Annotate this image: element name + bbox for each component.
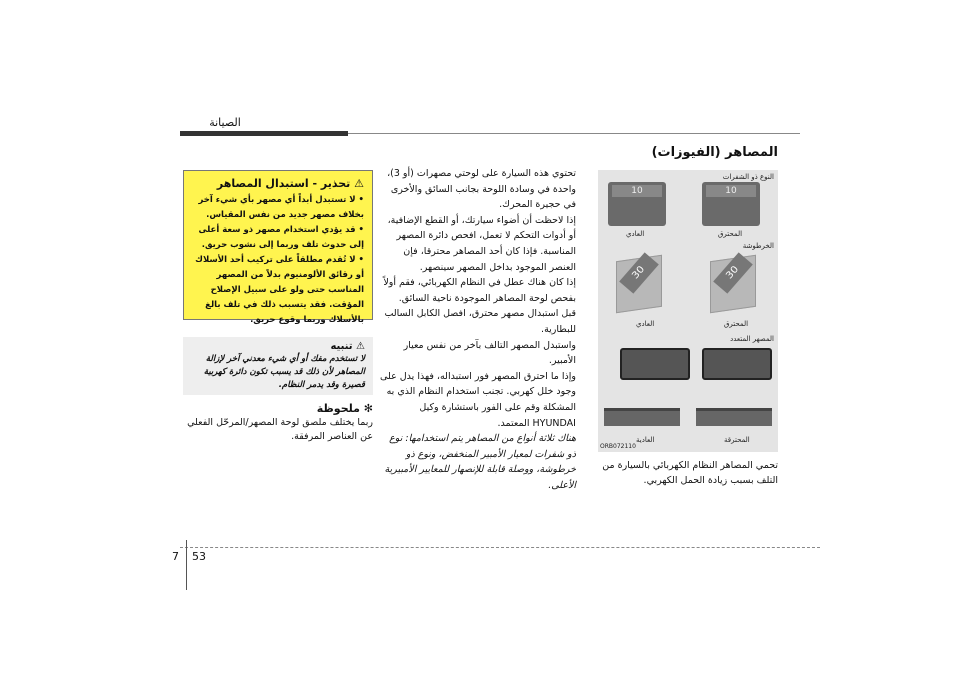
body-text	[378, 166, 576, 493]
fuse-figure	[598, 170, 778, 452]
label-blade-type: النوع ذو الشفرات	[722, 173, 774, 181]
figure-code: ORB072110	[600, 443, 636, 450]
section-header: الصيانة	[209, 116, 241, 129]
header-bar	[180, 131, 348, 136]
warning-item: • لا تستبدل أبداً أي مصهر بأي شيء آخر بخلاف مصهر جديد من نفس المقياس.	[192, 193, 364, 223]
warning-box	[183, 170, 373, 325]
paragraph: واستبدل المصهر التالف بآخر من نفس معيار الأمبير.	[403, 339, 576, 367]
fuse-rating: 10	[706, 185, 756, 197]
figure-caption: تحمي المصاهر النظام الكهربائي بالسيارة من التلف بسبب زيادة الحمل الكهربي.	[602, 460, 778, 486]
page-title: المصاهر (الفيوزات)	[651, 145, 778, 160]
label-cartridge: الخرطوشة	[742, 242, 774, 250]
footer-divider	[186, 540, 187, 590]
caution-icon: ⚠	[352, 341, 365, 352]
warning-item: • قد يؤدي استخدام مصهر ذو سعة أعلى إلى حدوث تلف وربما إلى نشوب حريق.	[192, 223, 364, 253]
blade-fuse-blown	[702, 182, 760, 226]
fuse-rating: 10	[612, 185, 662, 197]
footer-rule	[180, 547, 820, 548]
paragraph: قبل استبدال مصهر محترق، افصل الكابل السالب للبطارية.	[384, 308, 576, 335]
label-normal: العادية	[636, 436, 655, 444]
note-text: ربما يختلف ملصق لوحة المصهر/المرحّل الفعلي عن العناصر المرفقة.	[187, 417, 373, 442]
label-multi-fuse: المصهر المتعدد	[730, 335, 774, 343]
header-rule	[348, 133, 800, 134]
cartridge-fuse-blown	[710, 255, 756, 313]
note-symbol-icon: ✻	[363, 402, 373, 415]
fuse-rating: 30	[619, 252, 659, 293]
paragraph: تحتوي هذه السيارة على لوحتي مصهرات (أو 3)، واحدة في وسادة اللوحة بجانب السائق والأخرى في حجيرة المحرك.	[387, 168, 576, 211]
paragraph: إذا لاحظت أن أضواء سيارتك، أو القطع الإضافية، أو أدوات التحكم لا تعمل، افحص دائرة المصهر المناسبة. فإذا كان أحد المصاهر محترقا، فإن العنصر الموجود بداخل المصهر سينصهر.	[387, 214, 576, 273]
fuse-rating: 30	[713, 252, 753, 293]
paragraph: إذا كان هناك عطل في النظام الكهربائي، فقم أولاً بفحص لوحة المصاهر الموجودة ناحية السائق.	[383, 277, 576, 304]
note	[183, 402, 373, 444]
multi-fuse-blown-detail	[702, 348, 772, 380]
cartridge-fuse-normal	[616, 255, 662, 313]
warning-title: تحذير - استبدال المصاهر	[216, 177, 351, 190]
paragraph-italic: هناك ثلاثة أنواع من المصاهر يتم استخدامها: نوع ذو شفرات لمعيار الأمبير المنخفض، ونوع ذو خرطوشة، ووصلة قابلة للإنصهار للمعايير الأمبيرية الأعلى.	[384, 433, 576, 491]
caution-text: لا تستخدم مفك أو أي شيء معدني آخر لإزالة المصاهر لأن ذلك قد يسبب تكون دائرة كهربية قصيرة وقد يدمر النظام.	[203, 354, 365, 390]
label-blown: المحترق	[718, 230, 743, 238]
note-title: ملحوظة	[316, 402, 360, 415]
multi-fuse-normal-detail	[620, 348, 690, 380]
chapter-number: 7	[172, 550, 179, 563]
label-blown: المحترق	[724, 320, 749, 328]
label-normal: العادي	[626, 230, 645, 238]
multi-fuse-normal	[604, 408, 680, 426]
label-blown: المحترقة	[724, 436, 750, 444]
caution-box	[183, 337, 373, 395]
warning-item: • لا تُقدم مطلقاً على تركيب أحد الأسلاك أو رقائق الألومنيوم بدلاً من المصهر المناسب حتى ولو على سبيل الإصلاح المؤقت. فقد يتسبب ذلك في تلف بالغ بالأسلاك وربما وقوع حريق.	[192, 253, 364, 328]
page-number: 53	[192, 550, 206, 563]
paragraph: وإذا ما احترق المصهر فور استبداله، فهذا يدل على وجود خلل كهربي. تجنب استخدام النظام الذي به المشكلة وقم على الفور باستشارة وكيل HYUNDAI المعتمد.	[380, 370, 576, 429]
warning-icon: ⚠	[350, 177, 364, 190]
caution-title: تنبيه	[330, 341, 353, 352]
label-normal: العادي	[636, 320, 655, 328]
multi-fuse-blown	[696, 408, 772, 426]
blade-fuse-normal	[608, 182, 666, 226]
